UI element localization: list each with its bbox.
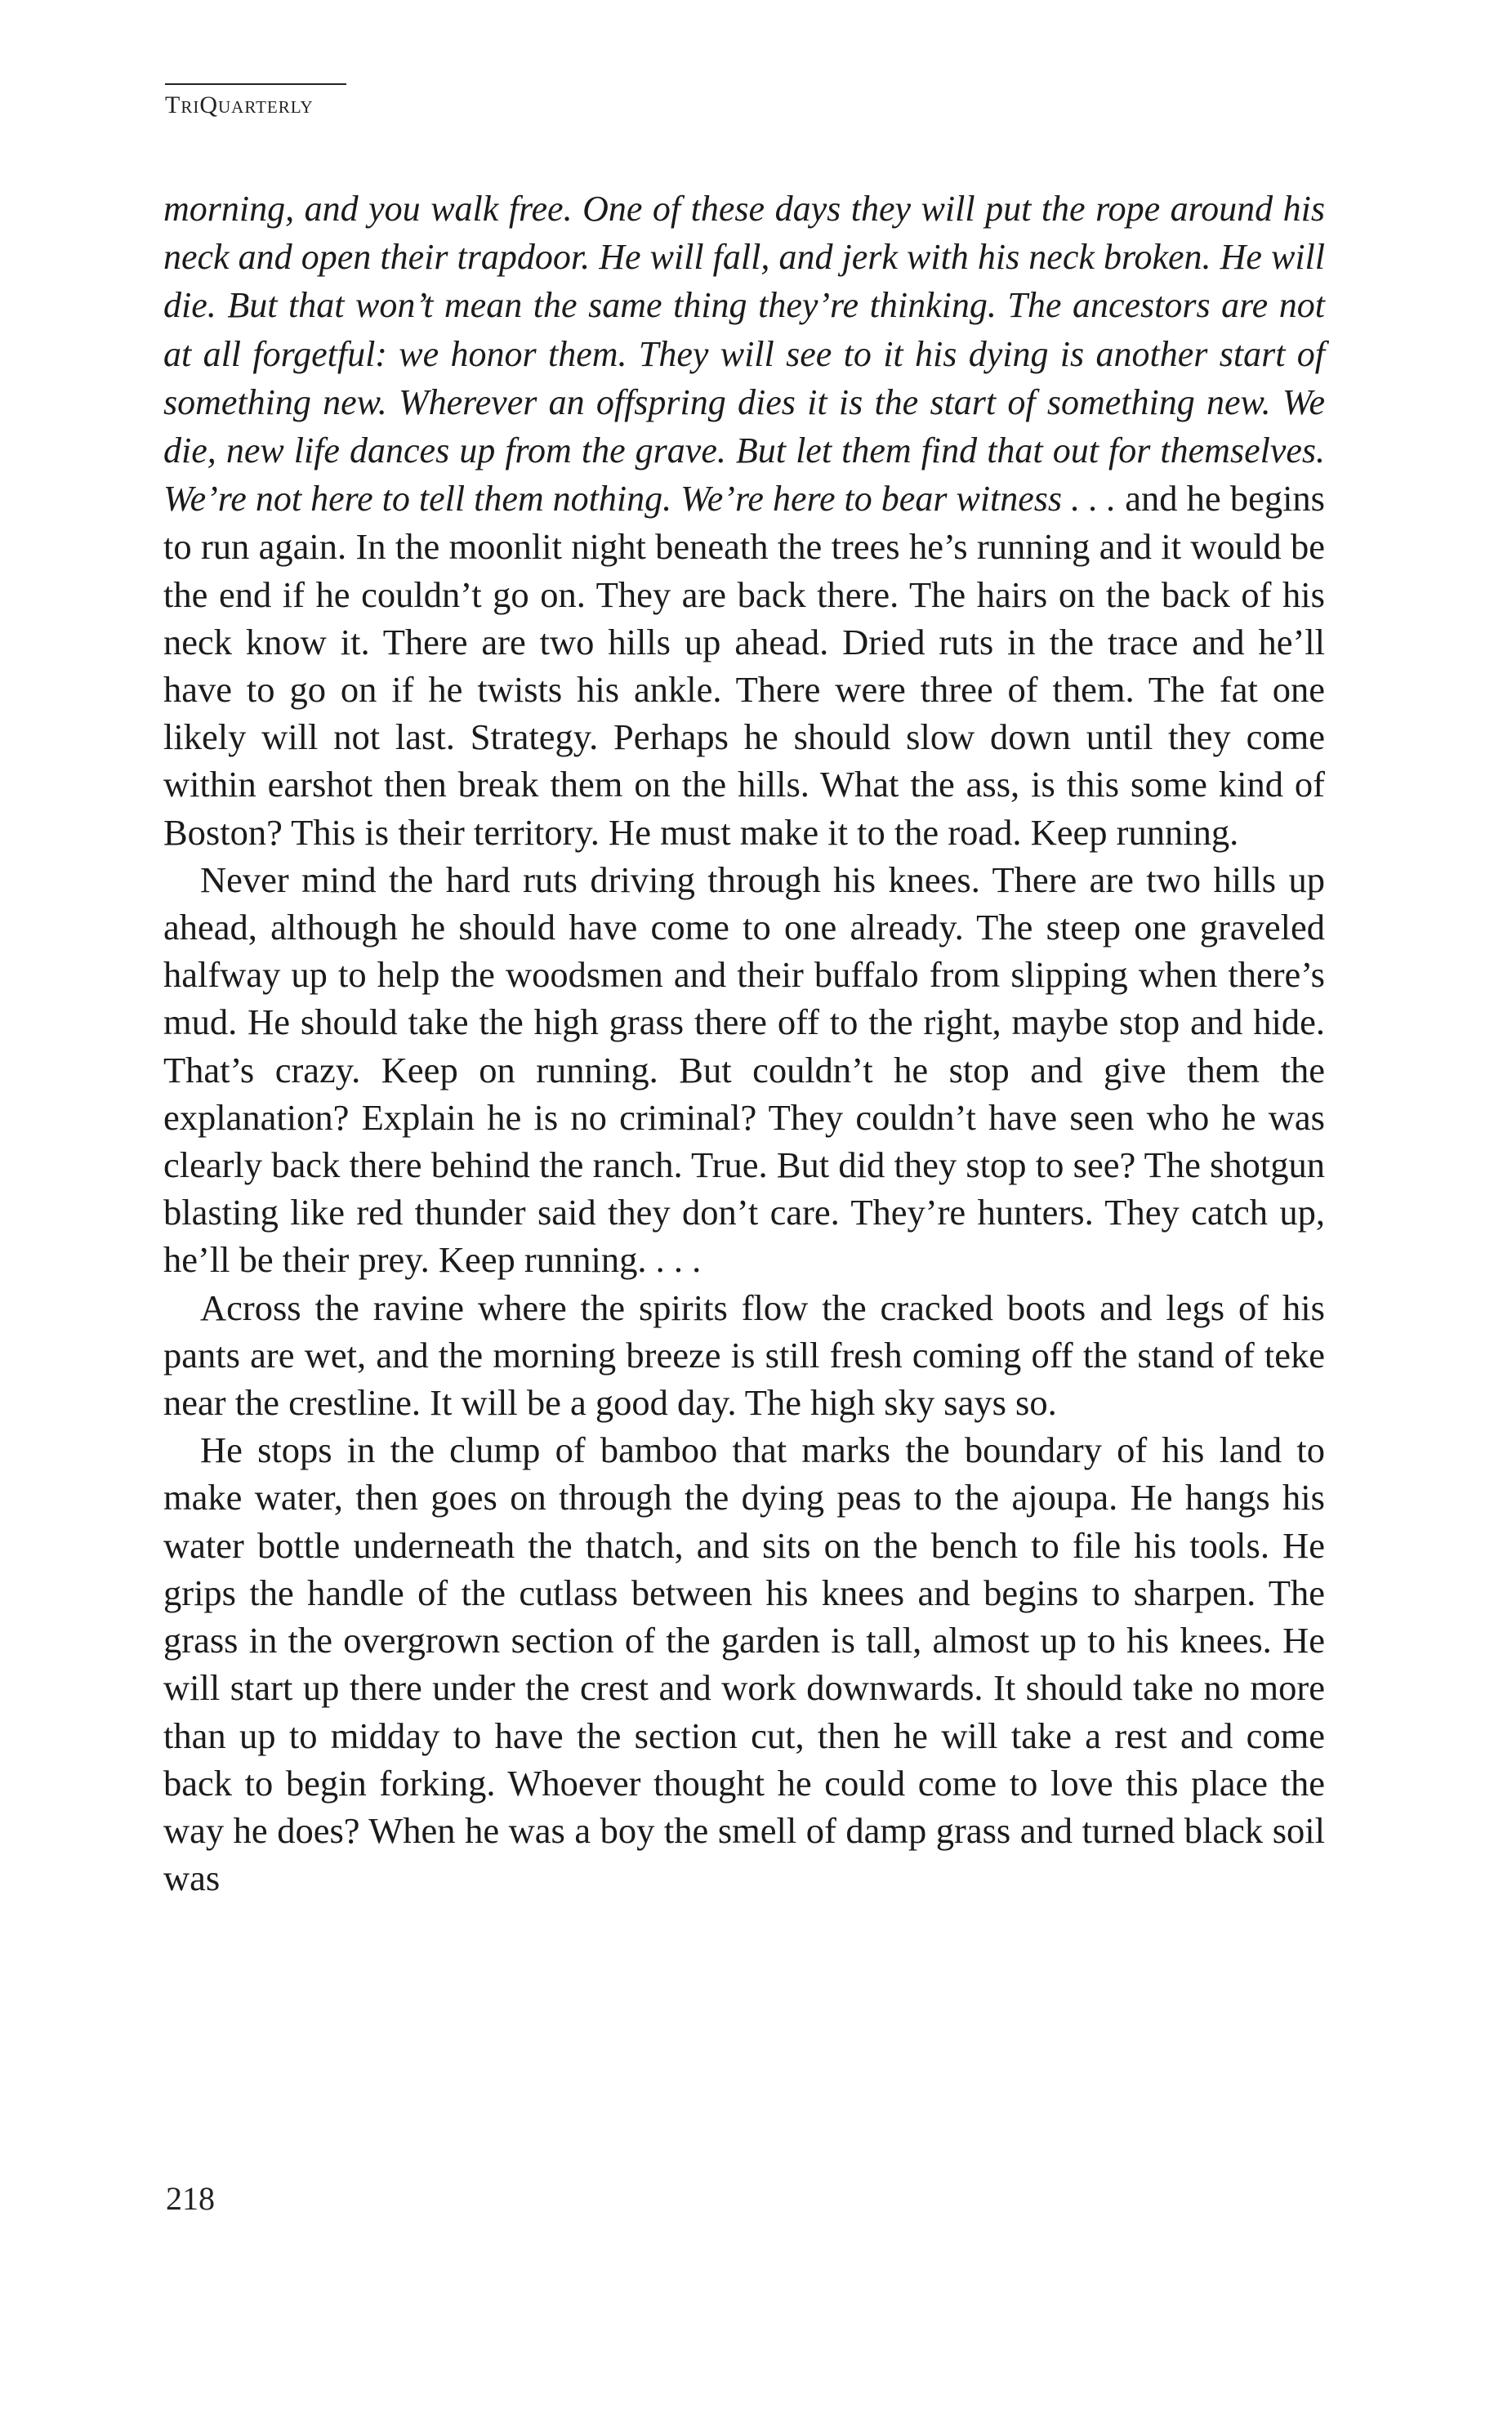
running-head-rule: [165, 83, 346, 85]
italic-passage: morning, and you walk free. One of these days they will put the rope around his neck and open their trapdoor. He will fall, and jerk with his neck broken. He will die. But that won’t mean the same thing they’re thinking. The ancestors are not at all forgetful: we honor them. They will see to it his dying is another start of something new. Wherever an offspring dies it is the start of something new. We die, new life dances up from the grave. But let them find that out for themselves. We’re not here to tell them nothing. We’re here to bear witness . . .: [163, 189, 1325, 520]
paragraph-2: Never mind the hard ruts driving through his knees. There are two hills up ahead, although he should have come to one already. The steep one graveled halfway up to help the woodsmen and their buffalo from slipping when there’s mud. He should take the high grass there off to the right, maybe stop and hide. That’s crazy. Keep on running. But couldn’t he stop and give them the explanation? Explain he is no criminal? They couldn’t have seen who he was clearly back there behind the ranch. True. But did they stop to see? The shotgun blasting like red thunder said they don’t care. They’re hunters. They catch up, he’ll be their prey. Keep running. . . .: [163, 858, 1325, 1281]
paragraph-1: [163, 185, 1325, 856]
roman-passage: and he begins to run again. In the moonlit night beneath the trees he’s running and it would be the end if he couldn’t go on. They are back there. The hairs on the back of his neck know it. There are two hills up ahead. Dried ruts in the trace and he’ll have to go on if he twists his ankle. There were three of them. The fat one likely will not last. Strategy. Perhaps he should slow down until they come within earshot then break them on the hills. What the ass, is this some kind of Boston? This is their territory. He must make it to the road. Keep running.: [163, 478, 1326, 853]
page-number: 218: [166, 2180, 215, 2217]
paragraph-3: Across the ravine where the spirits flow the cracked boots and legs of his pants are wet, and the morning breeze is still fresh coming off the stand of teke near the crestline. It will be a good day. The high sky says so.: [163, 1287, 1325, 1424]
paragraph-4: He stops in the clump of bamboo that marks the boundary of his land to make water, then goes on through the dying peas to the ajoupa. He hangs his water bottle underneath the thatch, and sits on the bench to file his tools. He grips the handle of the cutlass between his knees and begins to sharpen. The grass in the overgrown section of the garden is tall, almost up to his knees. He will start up there under the crest and work downwards. It should take no more than up to midday to have the section cut, then he will take a rest and come back to begin forking. Whoever thought he could come to love this place the way he does? When he was a boy the smell of damp grass and turned black soil was: [163, 1429, 1325, 1899]
running-head: TriQuarterly: [165, 91, 314, 118]
body-text: [163, 185, 1325, 1902]
